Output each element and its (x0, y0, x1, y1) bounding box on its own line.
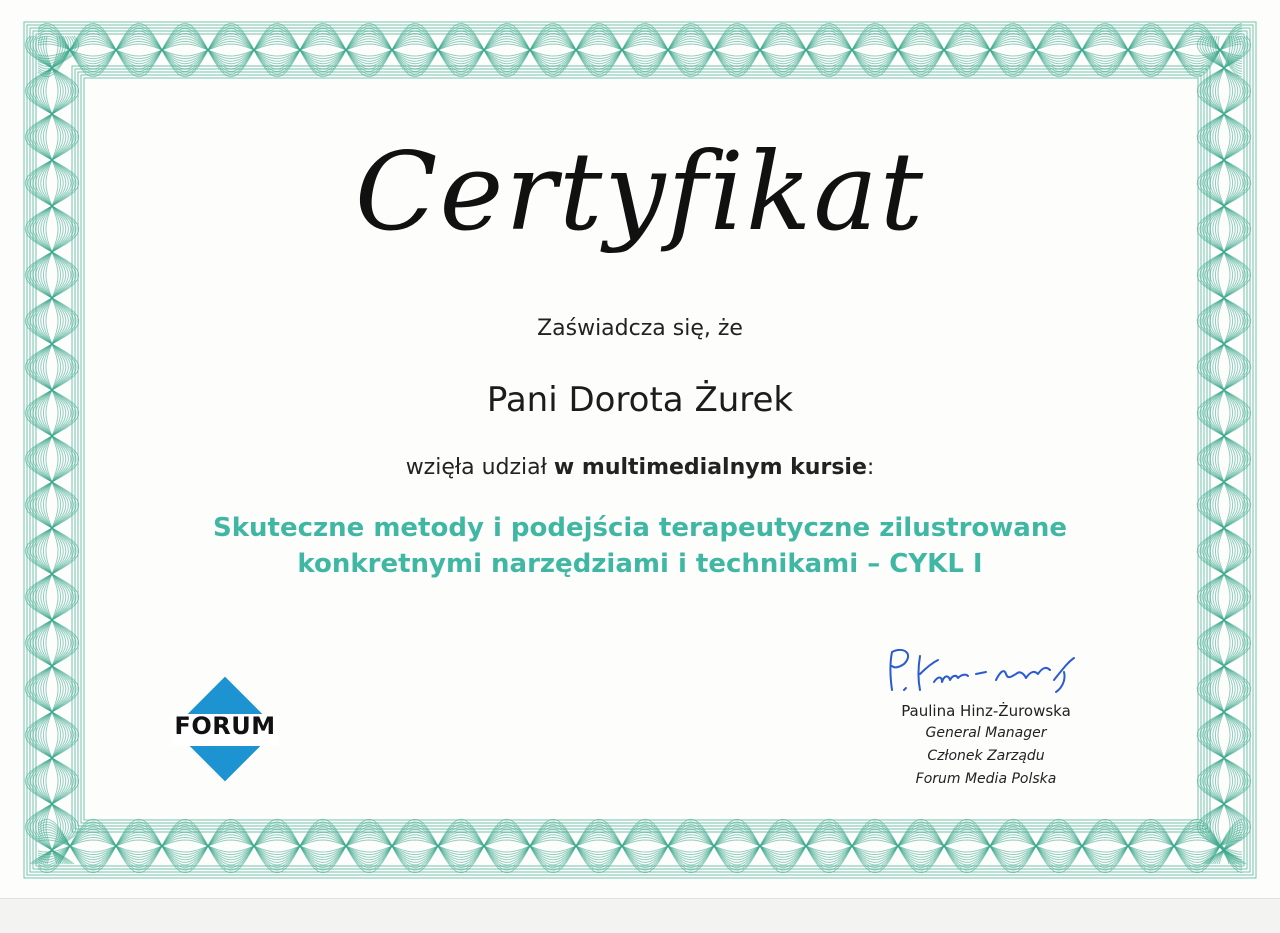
participation-emphasis: w multimedialnym kursie (553, 455, 867, 480)
signatory-role-1: General Manager (925, 725, 1047, 741)
course-title-line-1: Skuteczne metody i podejścia terapeutyczne zilustrowane (212, 513, 1067, 543)
recipient-name: Pani Dorota Żurek (486, 380, 794, 420)
handwritten-signature (878, 640, 1088, 706)
participation-text (0, 455, 1280, 480)
participation-prefix: wzięła udział (405, 455, 554, 480)
participation-suffix: : (866, 455, 875, 480)
certificate-title: Certyfikat (354, 130, 926, 255)
course-title (200, 510, 1080, 582)
logo-text: FORUM (174, 712, 276, 740)
signatory-role-2: Członek Zarządu (927, 748, 1045, 764)
signatory-role-3: Forum Media Polska (915, 771, 1057, 787)
forum-logo (172, 676, 278, 782)
course-title-line-2: konkretnymi narzędziami i technikami – CYKL I (297, 549, 983, 579)
intro-text: Zaświadcza się, że (537, 316, 743, 341)
scan-background (0, 898, 1280, 933)
signatory-block (880, 700, 1092, 791)
signatory-name: Paulina Hinz-Żurowska (901, 702, 1071, 720)
